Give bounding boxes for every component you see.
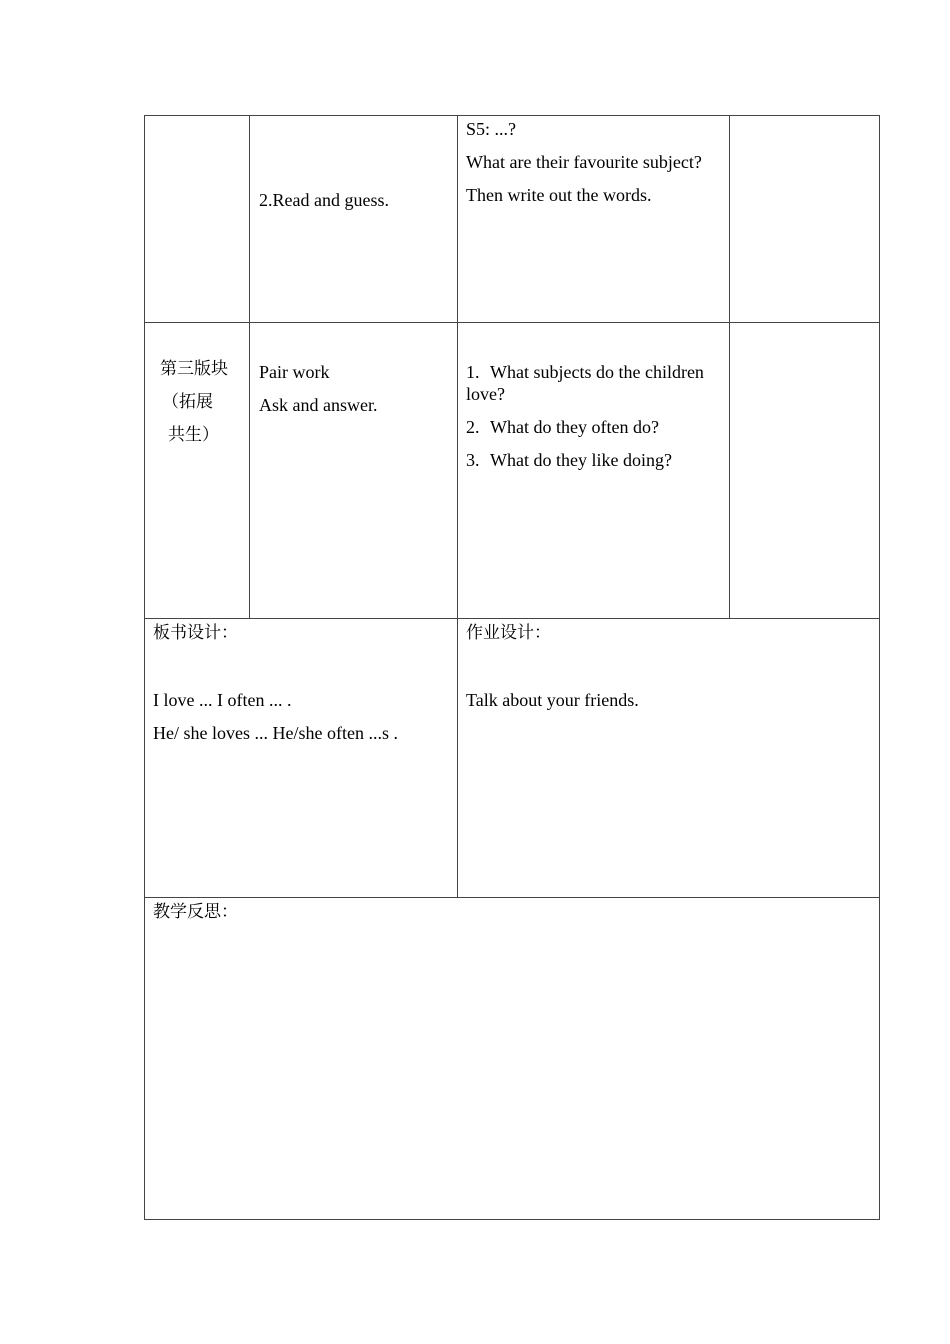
section-label-line-2: （拓展 — [162, 392, 213, 412]
board-design-line-1: I love ... I often ... . — [153, 690, 292, 710]
homework-label: 作业设计： — [466, 623, 551, 643]
board-design-label: 板书设计： — [153, 623, 238, 643]
question-text: What do they like doing? — [490, 450, 672, 470]
row1-content-line-2: What are their favourite subject? — [466, 152, 702, 172]
question-number: 3. — [466, 450, 480, 470]
col-divider-3 — [729, 115, 730, 619]
question-item-2 — [466, 416, 659, 438]
section-label-line-3: 共生） — [168, 425, 219, 445]
lesson-plan-table — [144, 115, 880, 1220]
question-text: What do they often do? — [490, 417, 659, 437]
question-number: 1. — [466, 362, 480, 382]
section-label-line-1: 第三版块 — [160, 359, 228, 379]
row1-activity: 2.Read and guess. — [259, 190, 389, 210]
col-divider-2 — [457, 115, 458, 898]
row1-content-line-1: S5: ...? — [466, 119, 517, 139]
question-item-1 — [466, 361, 724, 405]
row-divider-1 — [144, 322, 880, 323]
row1-content-line-3: Then write out the words. — [466, 185, 652, 205]
row2-activity-line-1: Pair work — [259, 362, 330, 382]
teaching-reflection-label: 教学反思： — [153, 902, 238, 922]
col-divider-1 — [249, 115, 250, 619]
homework-text: Talk about your friends. — [466, 690, 639, 710]
question-text: What subjects do the children love? — [466, 362, 704, 404]
row-divider-3 — [144, 897, 880, 898]
question-item-3 — [466, 449, 672, 471]
board-design-line-2: He/ she loves ... He/she often ...s . — [153, 723, 398, 743]
question-number: 2. — [466, 417, 480, 437]
row2-activity-line-2: Ask and answer. — [259, 395, 378, 415]
row-divider-2 — [144, 618, 880, 619]
